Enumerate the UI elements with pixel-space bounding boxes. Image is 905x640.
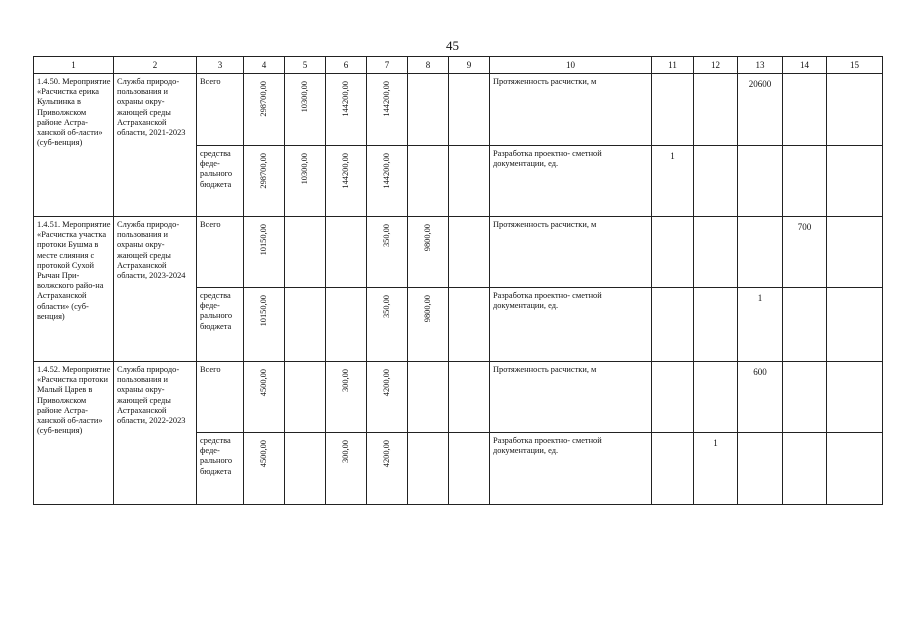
measure-name: 1.4.50. Мероприятие «Расчистка ерика Кульпинка в Приволжском районе Астра-ханской об-ласти» (суб-венция)	[34, 74, 114, 217]
amount-cell	[408, 146, 449, 217]
amount-value: 10150,00	[259, 224, 268, 256]
measures-table	[33, 56, 883, 505]
column-header: 7	[367, 57, 408, 74]
indicator-value	[783, 362, 827, 433]
amount-cell	[326, 217, 367, 288]
amount-value: 9800,00	[423, 224, 432, 252]
indicator-value	[783, 433, 827, 505]
amount-cell	[244, 362, 285, 433]
indicator-value: 1	[694, 433, 738, 505]
measure-name: 1.4.51. Мероприятие «Расчистка участка протоки Бушма в месте слияния с протокой Сухой Рычан При-волжского райо-на Астраханской области» (суб-венция)	[34, 217, 114, 362]
amount-cell	[449, 74, 490, 146]
amount-cell	[326, 288, 367, 362]
column-header: 10	[490, 57, 652, 74]
funding-source: средства феде-рального бюджета	[197, 288, 244, 362]
amount-cell	[326, 146, 367, 217]
amount-cell	[244, 146, 285, 217]
indicator-value	[827, 146, 883, 217]
amount-cell	[449, 146, 490, 217]
amount-value: 9800,00	[423, 295, 432, 323]
amount-cell	[285, 288, 326, 362]
column-header: 6	[326, 57, 367, 74]
indicator-value: 700	[783, 217, 827, 288]
indicator-value	[783, 146, 827, 217]
amount-cell	[367, 217, 408, 288]
amount-cell	[367, 362, 408, 433]
amount-value: 144200,00	[341, 81, 350, 117]
amount-cell	[367, 288, 408, 362]
amount-value: 300,00	[341, 440, 350, 464]
amount-value: 144200,00	[382, 153, 391, 189]
indicator-value	[827, 217, 883, 288]
table-row	[34, 217, 883, 288]
amount-value: 300,00	[341, 369, 350, 393]
indicator-value: 1	[738, 288, 783, 362]
amount-value: 4200,00	[382, 369, 391, 397]
indicator-name: Разработка проектно- сметной документации, ед.	[490, 146, 652, 217]
indicator-value	[694, 288, 738, 362]
indicator-name: Протяженность расчистки, м	[490, 362, 652, 433]
indicator-name: Разработка проектно- сметной документации, ед.	[490, 288, 652, 362]
indicator-value	[652, 288, 694, 362]
indicator-name: Протяженность расчистки, м	[490, 74, 652, 146]
amount-cell	[408, 433, 449, 505]
indicator-value	[783, 74, 827, 146]
indicator-value	[694, 146, 738, 217]
amount-value: 10300,00	[300, 153, 309, 185]
column-header: 15	[827, 57, 883, 74]
indicator-value: 1	[652, 146, 694, 217]
amount-value: 4500,00	[259, 440, 268, 468]
page-number: 45	[446, 38, 459, 53]
amount-cell	[285, 146, 326, 217]
funding-source: Всего	[197, 217, 244, 288]
funding-source: Всего	[197, 74, 244, 146]
column-header: 11	[652, 57, 694, 74]
amount-cell	[367, 433, 408, 505]
amount-cell	[408, 217, 449, 288]
column-header: 2	[114, 57, 197, 74]
amount-cell	[285, 217, 326, 288]
amount-cell	[449, 288, 490, 362]
amount-value: 350,00	[382, 224, 391, 248]
amount-cell	[285, 433, 326, 505]
indicator-value	[694, 74, 738, 146]
amount-cell	[367, 146, 408, 217]
amount-cell	[408, 288, 449, 362]
indicator-value	[827, 362, 883, 433]
amount-value: 4200,00	[382, 440, 391, 468]
indicator-value: 600	[738, 362, 783, 433]
indicator-value	[827, 288, 883, 362]
indicator-value	[652, 433, 694, 505]
amount-cell	[449, 217, 490, 288]
amount-cell	[244, 74, 285, 146]
column-header: 8	[408, 57, 449, 74]
indicator-value	[694, 362, 738, 433]
amount-cell	[408, 74, 449, 146]
amount-cell	[285, 362, 326, 433]
amount-cell	[408, 362, 449, 433]
column-header: 4	[244, 57, 285, 74]
indicator-value	[738, 217, 783, 288]
measure-executor: Служба природо-пользования и охраны окру-жающей среды Астраханской области, 2021-2023	[114, 74, 197, 217]
funding-source: средства феде-рального бюджета	[197, 146, 244, 217]
indicator-value	[652, 74, 694, 146]
amount-value: 298700,00	[259, 81, 268, 117]
amount-value: 10150,00	[259, 295, 268, 327]
amount-cell	[326, 362, 367, 433]
column-header: 9	[449, 57, 490, 74]
amount-cell	[244, 433, 285, 505]
column-header: 13	[738, 57, 783, 74]
measure-executor: Служба природо-пользования и охраны окру-жающей среды Астраханской области, 2022-2023	[114, 362, 197, 505]
indicator-value: 20600	[738, 74, 783, 146]
column-header: 12	[694, 57, 738, 74]
indicator-value	[827, 74, 883, 146]
amount-value: 298700,00	[259, 153, 268, 189]
amount-cell	[449, 433, 490, 505]
amount-cell	[326, 433, 367, 505]
amount-value: 144200,00	[382, 81, 391, 117]
table-row	[34, 74, 883, 146]
header-row	[34, 57, 883, 74]
table-row	[34, 362, 883, 433]
amount-cell	[244, 288, 285, 362]
funding-source: Всего	[197, 362, 244, 433]
indicator-name: Протяженность расчистки, м	[490, 217, 652, 288]
amount-cell	[285, 74, 326, 146]
indicator-value	[827, 433, 883, 505]
column-header: 5	[285, 57, 326, 74]
amount-cell	[326, 74, 367, 146]
amount-value: 350,00	[382, 295, 391, 319]
amount-cell	[244, 217, 285, 288]
amount-value: 10300,00	[300, 81, 309, 113]
indicator-value	[652, 217, 694, 288]
amount-cell	[367, 74, 408, 146]
indicator-value	[652, 362, 694, 433]
amount-value: 4500,00	[259, 369, 268, 397]
amount-cell	[449, 362, 490, 433]
indicator-value	[738, 433, 783, 505]
measure-name: 1.4.52. Мероприятие «Расчистка протоки Малый Царев в Приволжском районе Астра-ханской об-ласти» (суб-венция)	[34, 362, 114, 505]
indicator-value	[783, 288, 827, 362]
column-header: 1	[34, 57, 114, 74]
indicator-name: Разработка проектно- сметной документации, ед.	[490, 433, 652, 505]
column-header: 3	[197, 57, 244, 74]
column-header: 14	[783, 57, 827, 74]
measure-executor: Служба природо-пользования и охраны окру-жающей среды Астраханской области, 2023-2024	[114, 217, 197, 362]
funding-source: средства феде-рального бюджета	[197, 433, 244, 505]
indicator-value	[738, 146, 783, 217]
amount-value: 144200,00	[341, 153, 350, 189]
indicator-value	[694, 217, 738, 288]
